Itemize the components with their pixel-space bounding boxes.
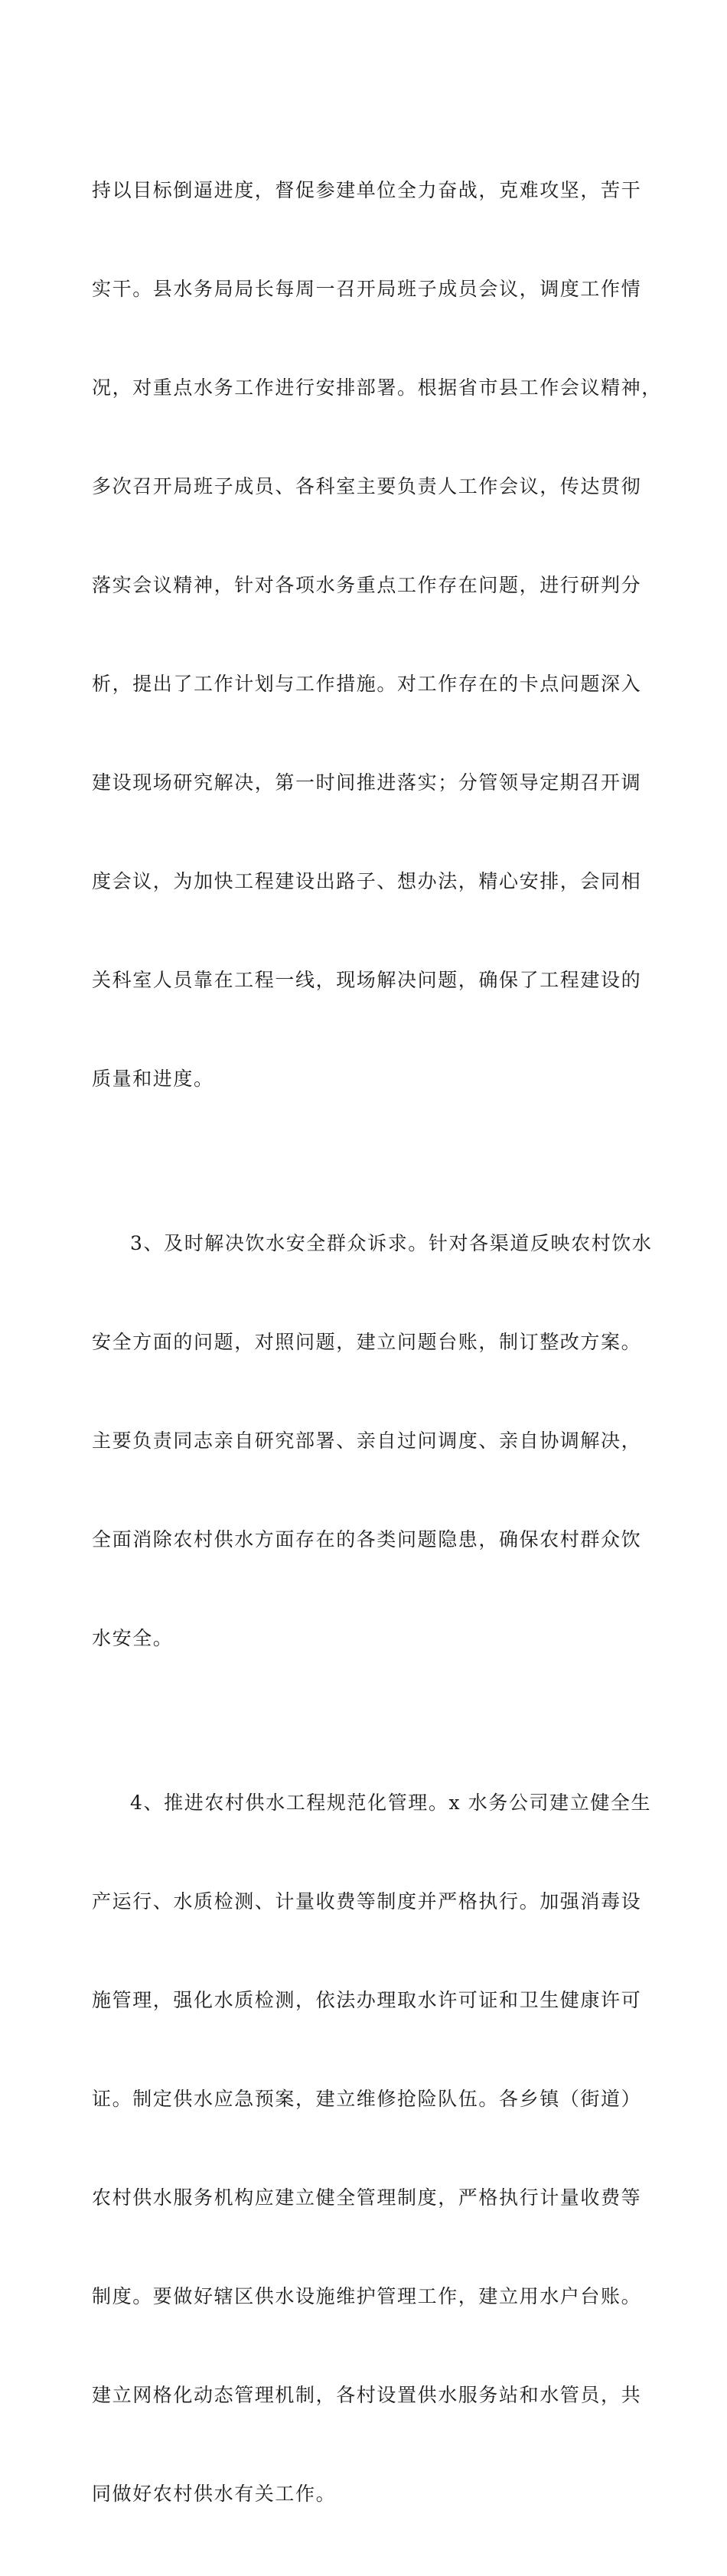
document-body bbox=[92, 108, 662, 2576]
text-line: 建立网格化动态管理机制，各村设置供水服务站和水管员，共 bbox=[92, 2384, 642, 2406]
text-line: 施管理，强化水质检测，依法办理取水许可证和卫生健康许可 bbox=[92, 1989, 642, 2011]
text-line: 产运行、水质检测、计量收费等制度并严格执行。加强消毒设 bbox=[92, 1890, 642, 1912]
text-line: 关科室人员靠在工程一线，现场解决问题，确保了工程建设的 bbox=[92, 969, 642, 991]
text-line: 析，提出了工作计划与工作措施。对工作存在的卡点问题深入 bbox=[92, 673, 642, 695]
paragraph-drinking-water-safety bbox=[92, 1161, 653, 1720]
paragraph-continuation bbox=[92, 108, 662, 1161]
text-line: 全面消除农村供水方面存在的各类问题隐患，确保农村群众饮 bbox=[92, 1528, 642, 1550]
text-line: 安全方面的问题，对照问题，建立问题台账，制订整改方案。 bbox=[92, 1331, 642, 1353]
text-line: 多次召开局班子成员、各科室主要负责人工作会议，传达贯彻 bbox=[92, 475, 642, 497]
text-line: 质量和进度。 bbox=[92, 1068, 214, 1090]
text-line: 同做好农村供水有关工作。 bbox=[92, 2483, 337, 2505]
text-line: 4、推进农村供水工程规范化管理。x 水务公司建立健全生 bbox=[130, 1792, 652, 1814]
text-line: 制度。要做好辖区供水设施维护管理工作，建立用水户台账。 bbox=[92, 2285, 642, 2307]
text-line: 建设现场研究解决，第一时间推进落实；分管领导定期召开调 bbox=[92, 771, 642, 794]
text-line: 证。制定供水应急预案，建立维修抢险队伍。各乡镇（街道） bbox=[92, 2088, 642, 2110]
text-line: 水安全。 bbox=[92, 1627, 174, 1649]
text-line: 落实会议精神，针对各项水务重点工作存在问题，进行研判分 bbox=[92, 574, 642, 596]
text-line: 农村供水服务机构应建立健全管理制度，严格执行计量收费等 bbox=[92, 2186, 642, 2209]
text-line: 持以目标倒逼进度，督促参建单位全力奋战，克难攻坚，苦干 bbox=[92, 179, 642, 201]
text-line: 实干。县水务局局长每周一召开局班子成员会议，调度工作情 bbox=[92, 278, 642, 300]
text-line: 主要负责同志亲自研究部署、亲自过问调度、亲自协调解决， bbox=[92, 1430, 642, 1452]
text-line: 3、及时解决饮水安全群众诉求。针对各渠道反映农村饮水 bbox=[130, 1232, 653, 1254]
text-line: 度会议，为加快工程建设出路子、想办法，精心安排，会同相 bbox=[92, 870, 642, 892]
paragraph-water-supply-management bbox=[92, 1720, 652, 2576]
text-line: 况，对重点水务工作进行安排部署。根据省市县工作会议精神， bbox=[92, 377, 662, 399]
